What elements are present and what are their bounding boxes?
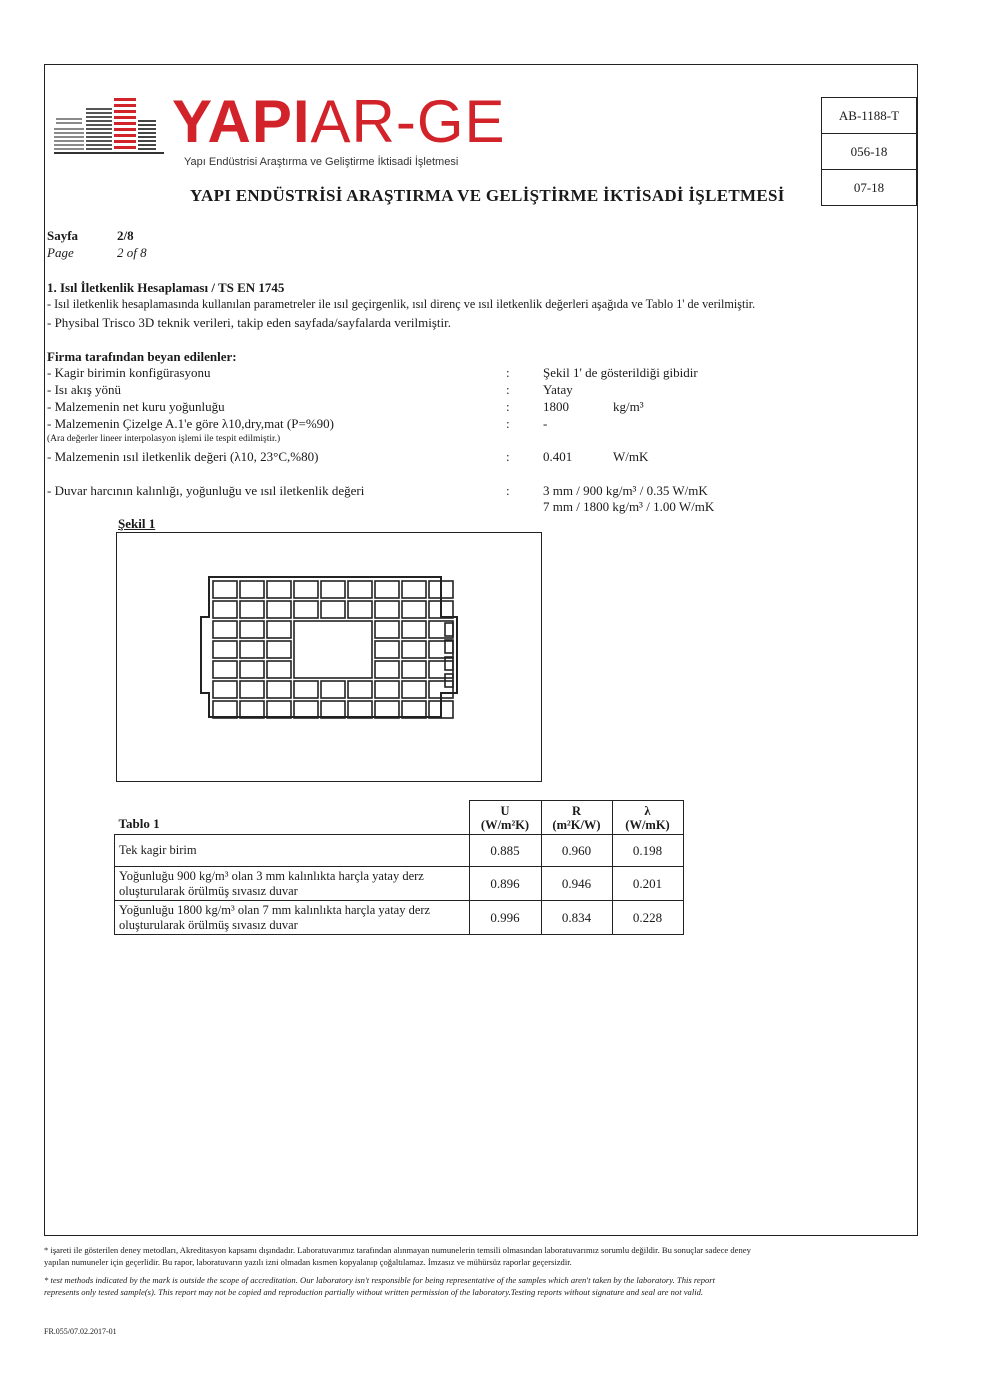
r-value: 0.960 <box>541 835 612 867</box>
declared-value: - <box>543 416 548 431</box>
row-label-line: Yoğunluğu 1800 kg/m³ olan 7 mm kalınlıkta harçla yatay derz <box>119 902 431 917</box>
brick-cross-section-figure <box>117 533 541 781</box>
header-symbol: λ <box>644 803 651 818</box>
brick-cell <box>267 681 291 698</box>
declared-colon: : <box>506 483 510 498</box>
brick-cell <box>267 661 291 678</box>
brick-cell <box>213 621 237 638</box>
organization-title: YAPI ENDÜSTRİSİ ARAŞTIRMA VE GELİŞTİRME İKTİSADİ İŞLETMESİ <box>190 186 785 205</box>
declared-label: - Isı akış yönü <box>47 382 122 397</box>
brick-cell <box>213 641 237 658</box>
row-label-line: Tek kagir birim <box>119 843 197 857</box>
lambda-value: 0.198 <box>612 835 683 867</box>
declared-unit: kg/m³ <box>613 399 644 414</box>
brick-cell <box>213 701 237 718</box>
page-value: 2 of 8 <box>117 245 147 260</box>
brick-cell <box>402 661 426 678</box>
r-value: 0.834 <box>541 901 612 935</box>
brick-cell <box>375 701 399 718</box>
declared-value: 0.401 <box>543 449 573 464</box>
brick-cell <box>213 581 237 598</box>
lambda-value: 0.228 <box>612 901 683 935</box>
brand-part1: YAPI <box>172 88 311 155</box>
u-value: 0.885 <box>469 835 541 867</box>
brick-cell <box>267 621 291 638</box>
header-unit: (m²K/W) <box>552 817 601 832</box>
brick-cell <box>267 581 291 598</box>
footer-tr-line: * işareti ile gösterilen deney metodları, Akreditasyon kapsamı dışındadır. Laboratuvarımız tarafından alınmayan numunelerin temsili olmasından laboratuvarımız sorumlu değildir. Bu sonuçlar sadece deney <box>44 1245 751 1255</box>
declared-value: 1800 <box>543 399 569 414</box>
table-header <box>469 801 541 835</box>
brick-cell <box>402 681 426 698</box>
table-title: Tablo 1 <box>115 801 470 835</box>
row-label <box>115 901 470 935</box>
brick-cell <box>402 581 426 598</box>
declared-label: - Malzemenin net kuru yoğunluğu <box>47 399 225 414</box>
footer-en-line: represents only tested sample(s). This report may not be copied and reproduction partially without written permission of the laboratory.Testing reports without signature and seal are not valid. <box>44 1287 704 1297</box>
brick-cell <box>429 641 453 658</box>
brick-cell <box>294 681 318 698</box>
row-label-line: Yoğunluğu 900 kg/m³ olan 3 mm kalınlıkta harçla yatay derz <box>119 868 424 883</box>
brick-cell <box>402 601 426 618</box>
brick-cell <box>321 601 345 618</box>
brick-cell <box>213 601 237 618</box>
ref-code: 056-18 <box>822 134 916 170</box>
brick-cell <box>375 641 399 658</box>
brick-cell <box>348 681 372 698</box>
row-label <box>115 867 470 901</box>
figure-label: Şekil 1 <box>118 516 156 531</box>
brick-cell <box>375 581 399 598</box>
brick-cell <box>375 681 399 698</box>
brick-cell <box>402 701 426 718</box>
declared-value: Şekil 1' de gösterildiği gibidir <box>543 365 698 380</box>
r-value: 0.946 <box>541 867 612 901</box>
brick-cell <box>348 581 372 598</box>
declared-value-2: 7 mm / 1800 kg/m³ / 1.00 W/mK <box>543 499 715 514</box>
brick-cell <box>267 701 291 718</box>
u-value: 0.896 <box>469 867 541 901</box>
section-line: - Isıl iletkenlik hesaplamasında kullanılan parametreler ile ısıl geçirgenlik, ısıl direnç ve ısıl iletkenlik değerleri aşağıda ve Tablo 1' de verilmiştir. <box>47 297 756 311</box>
building-logo-icon <box>54 98 169 156</box>
header-symbol: R <box>571 803 582 818</box>
declared-colon: : <box>506 399 510 414</box>
brick-cell <box>294 701 318 718</box>
brick-cell <box>267 601 291 618</box>
declared-label: - Kagir birimin konfigürasyonu <box>47 365 211 380</box>
brick-cell <box>213 681 237 698</box>
brick-cell <box>402 621 426 638</box>
brick-cell <box>294 601 318 618</box>
declared-colon: : <box>506 365 510 380</box>
brick-cell <box>240 701 264 718</box>
table-row <box>115 835 684 867</box>
table-header <box>541 801 612 835</box>
lambda-value: 0.201 <box>612 867 683 901</box>
section-title: 1. Isıl İletkenlik Hesaplaması / TS EN 1745 <box>47 280 285 295</box>
table-row <box>115 867 684 901</box>
declared-label: - Malzemenin ısıl iletkenlik değeri (λ10, 23°C,%80) <box>47 449 319 464</box>
interpolation-note: (Ara değerler lineer interpolasyon işlemi ile tespit edilmiştir.) <box>47 434 281 444</box>
table-1 <box>114 800 684 935</box>
brick-cell <box>348 601 372 618</box>
row-label-line: oluşturularak örülmüş sıvasız duvar <box>119 883 298 898</box>
figure-frame <box>116 532 542 782</box>
brand-part2: AR-GE <box>310 88 506 155</box>
brick-cell <box>321 681 345 698</box>
reference-codes-box <box>821 97 917 206</box>
brick-cell <box>240 621 264 638</box>
row-label-line: oluşturularak örülmüş sıvasız duvar <box>119 917 298 932</box>
section-line: - Physibal Trisco 3D teknik verileri, takip eden sayfada/sayfalarda verilmiştir. <box>47 315 451 330</box>
declared-colon: : <box>506 449 510 464</box>
footer-en-line: * test methods indicated by the mark is outside the scope of accreditation. Our laboratory isn't responsible for being representative of the samples which aren't taken by the laboratory. This report <box>44 1275 716 1285</box>
brick-side-cell <box>445 640 453 653</box>
brick-cell <box>240 641 264 658</box>
declared-value: Yatay <box>543 382 573 397</box>
table-header <box>612 801 683 835</box>
sayfa-label: Sayfa <box>47 228 79 243</box>
brick-center-cell <box>294 621 372 678</box>
declared-label: - Malzemenin Çizelge A.1'e göre λ10,dry,mat (P=%90) <box>47 416 334 431</box>
row-label <box>115 835 470 867</box>
sayfa-value: 2/8 <box>117 228 134 243</box>
form-code: FR.055/07.02.2017-01 <box>44 1327 117 1336</box>
brick-cell <box>321 701 345 718</box>
header-unit: (W/mK) <box>625 817 670 832</box>
declared-label: - Duvar harcının kalınlığı, yoğunluğu ve ısıl iletkenlik değeri <box>47 483 365 498</box>
brick-cell <box>213 661 237 678</box>
brick-cell <box>240 681 264 698</box>
header-symbol: U <box>500 803 510 818</box>
page-label: Page <box>47 245 74 260</box>
brick-cell <box>240 581 264 598</box>
u-value: 0.996 <box>469 901 541 935</box>
brand-logo <box>172 88 506 155</box>
declared-value: 3 mm / 900 kg/m³ / 0.35 W/mK <box>543 483 708 498</box>
declared-colon: : <box>506 382 510 397</box>
brick-side-cell <box>445 623 453 636</box>
brick-cell <box>375 621 399 638</box>
brick-cell <box>375 661 399 678</box>
brick-cell <box>267 641 291 658</box>
logo-tagline: Yapı Endüstrisi Araştırma ve Geliştirme İktisadi İşletmesi <box>184 156 459 168</box>
declared-unit: W/mK <box>613 449 649 464</box>
brick-cell <box>240 601 264 618</box>
brick-cell <box>321 581 345 598</box>
header-unit: (W/m²K) <box>480 817 530 832</box>
ref-code: AB-1188-T <box>822 98 916 134</box>
declared-colon: : <box>506 416 510 431</box>
brick-cell <box>240 661 264 678</box>
brick-cell <box>375 601 399 618</box>
footer-tr-line: yapılan numuneler için geçerlidir. Bu rapor, laboratuvarın yazılı izni olmadan kısmen kopyalanıp çoğaltılamaz. İmzasız ve mühürsüz raporlar geçersizdir. <box>44 1257 572 1267</box>
brick-cell <box>402 641 426 658</box>
brick-side-cell <box>445 657 453 670</box>
brick-cell <box>294 581 318 598</box>
brick-cell <box>348 701 372 718</box>
ref-code: 07-18 <box>853 180 885 195</box>
table-row <box>115 901 684 935</box>
declared-title: Firma tarafından beyan edilenler: <box>47 349 237 364</box>
